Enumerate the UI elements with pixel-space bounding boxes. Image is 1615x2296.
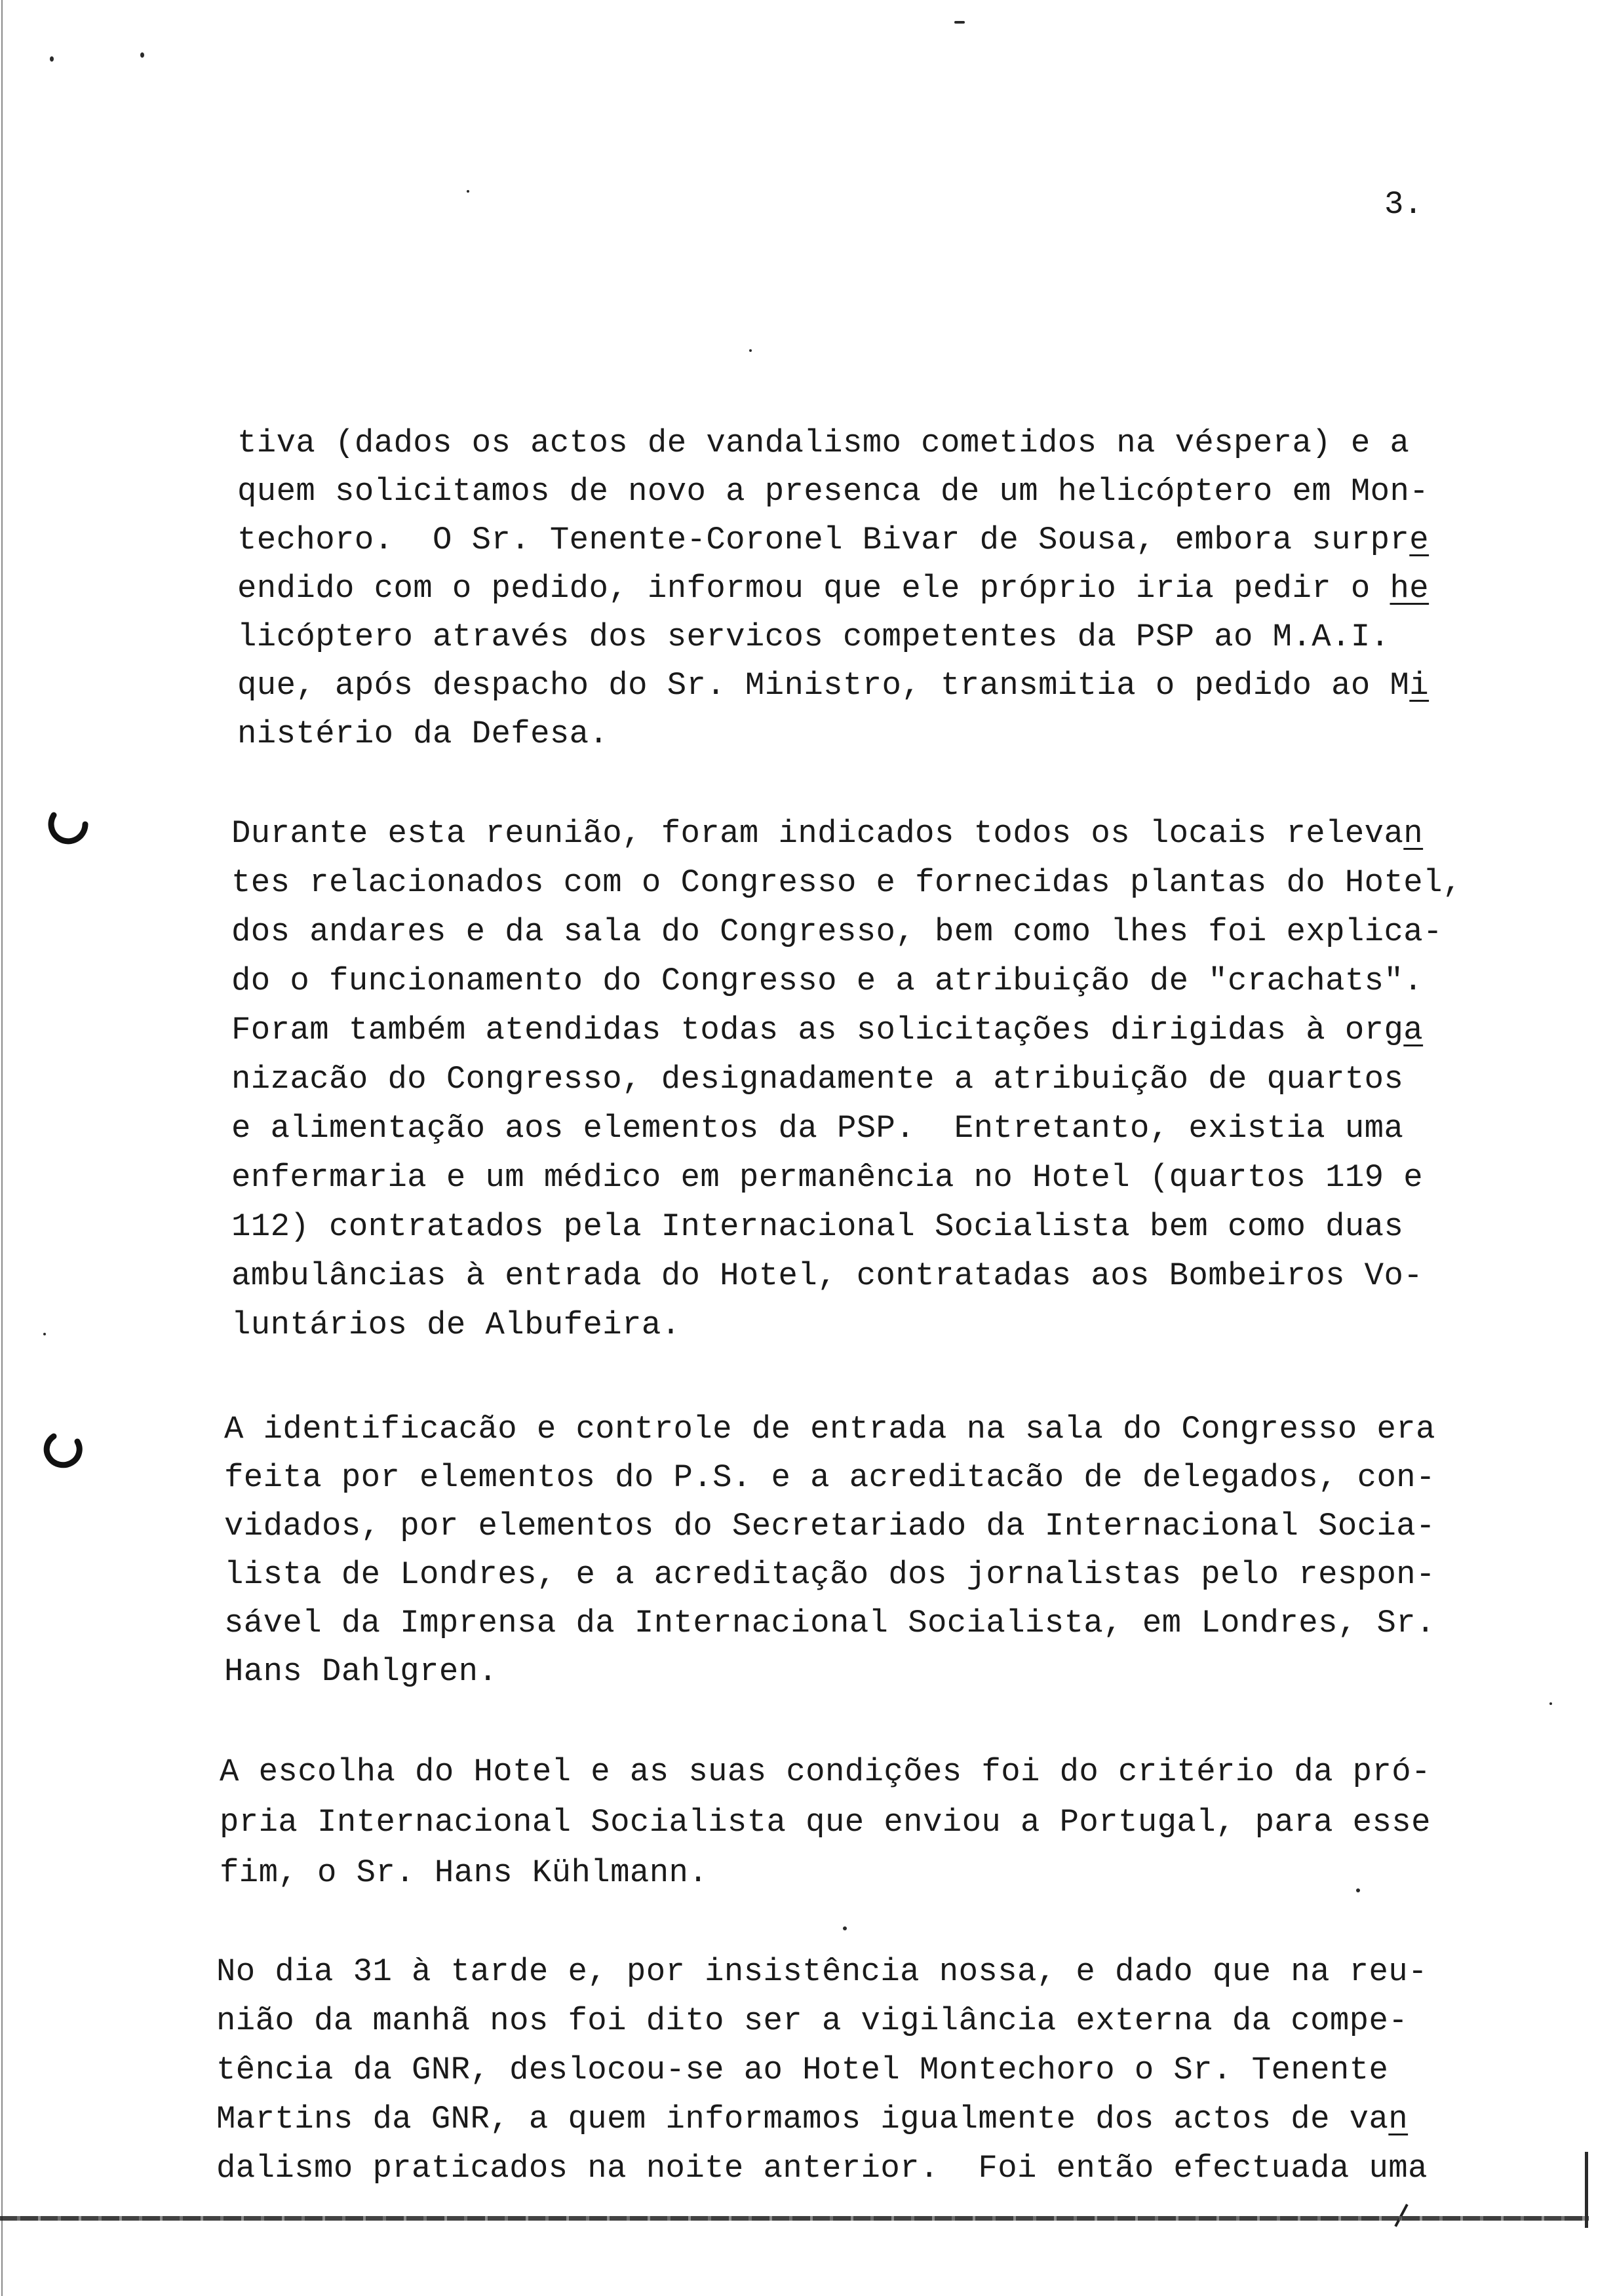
text-line: tência da GNR, deslocou-se ao Hotel Montechoro o Sr. Tenente — [216, 2052, 1389, 2088]
punch-hole-mark — [39, 1428, 87, 1476]
underlined-letters: e — [1409, 522, 1430, 558]
paragraph — [231, 809, 1462, 1350]
text-line: 112) contratados pela Internacional Socialista bem como duas — [231, 1208, 1404, 1245]
text-line — [231, 1006, 1462, 1055]
line-text: endido com o pedido, informou que ele próprio iria pedir o — [237, 570, 1390, 607]
text-line: fim, o Sr. Hans Kühlmann. — [220, 1854, 709, 1891]
text-line: nião da manhã nos foi dito ser a vigilância externa da compe- — [216, 2002, 1409, 2039]
text-line: No dia 31 à tarde e, por insistência nossa, e dado que na reu- — [216, 1953, 1428, 1990]
text-line: feita por elementos do P.S. e a acreditacão de delegados, con- — [224, 1459, 1435, 1496]
line-text: Foram também atendidas todas as solicitações dirigidas à org — [231, 1012, 1404, 1048]
scan-edge-right — [1585, 2152, 1588, 2228]
text-line — [237, 564, 1429, 613]
speck — [954, 21, 965, 24]
speck — [749, 349, 752, 352]
scan-edge-bottom — [0, 2216, 1589, 2221]
line-text: Durante esta reunião, foram indicados todos os locais releva — [231, 815, 1404, 852]
paragraph — [220, 1747, 1431, 1898]
underlined-letters: n — [1403, 815, 1424, 852]
speck — [43, 1333, 46, 1335]
text-line: ambulâncias à entrada do Hotel, contratadas aos Bombeiros Vo- — [231, 1257, 1424, 1294]
text-line: Hans Dahlgren. — [224, 1653, 498, 1690]
speck — [50, 56, 54, 62]
punch-hole-mark — [45, 807, 92, 854]
paragraph — [224, 1405, 1435, 1696]
text-line: tes relacionados com o Congresso e fornecidas plantas do Hotel, — [231, 864, 1462, 901]
text-line: e alimentação aos elementos da PSP. Entretanto, existia uma — [231, 1110, 1404, 1147]
paragraph — [216, 1947, 1428, 2193]
underlined-letters: i — [1409, 667, 1430, 704]
text-line: luntários de Albufeira. — [231, 1307, 681, 1343]
text-line: A escolha do Hotel e as suas condições foi do critério da pró- — [220, 1753, 1431, 1790]
text-line: do o funcionamento do Congresso e a atribuição de "crachats". — [231, 963, 1424, 999]
underlined-letters: n — [1388, 2101, 1409, 2137]
text-line: A identificacão e controle de entrada na sala do Congresso era — [224, 1411, 1435, 1447]
line-text: Martins da GNR, a quem informamos igualmente dos actos de va — [216, 2101, 1389, 2137]
pen-mark — [1394, 2204, 1408, 2227]
text-line: lista de Londres, e a acreditação dos jornalistas pelo respon- — [224, 1556, 1435, 1593]
speck — [843, 1926, 847, 1930]
speck — [467, 190, 469, 193]
text-line: nistério da Defesa. — [237, 716, 609, 752]
text-line: enfermaria e um médico em permanência no Hotel (quartos 119 e — [231, 1159, 1424, 1196]
underlined-letters: a — [1403, 1012, 1424, 1048]
paragraph — [237, 419, 1429, 758]
line-text: que, após despacho do Sr. Ministro, transmitia o pedido ao M — [237, 667, 1410, 704]
text-line: tiva (dados os actos de vandalismo cometidos na véspera) e a — [237, 425, 1410, 461]
text-line: vidados, por elementos do Secretariado da Internacional Socia- — [224, 1508, 1435, 1544]
text-line: dos andares e da sala do Congresso, bem como lhes foi explica- — [231, 913, 1443, 950]
text-line — [237, 661, 1429, 710]
speck — [1549, 1702, 1552, 1705]
text-line: licóptero através dos servicos competentes da PSP ao M.A.I. — [237, 619, 1390, 655]
text-line: nizacão do Congresso, designadamente a atribuição de quartos — [231, 1061, 1404, 1098]
line-text: techoro. O Sr. Tenente-Coronel Bivar de Sousa, embora surpr — [237, 522, 1410, 558]
text-line — [237, 516, 1429, 564]
text-line: dalismo praticados na noite anterior. Foi então efectuada uma — [216, 2150, 1428, 2187]
text-line: sável da Imprensa da Internacional Socialista, em Londres, Sr. — [224, 1605, 1435, 1641]
speck — [140, 52, 144, 58]
scan-edge-left — [1, 0, 3, 2296]
text-line — [216, 2095, 1428, 2144]
text-line — [231, 809, 1462, 858]
text-line: quem solicitamos de novo a presenca de um helicóptero em Mon- — [237, 473, 1430, 510]
text-line: pria Internacional Socialista que enviou a Portugal, para esse — [220, 1804, 1431, 1841]
page-number: 3. — [1384, 186, 1423, 223]
underlined-letters: he — [1390, 570, 1430, 607]
